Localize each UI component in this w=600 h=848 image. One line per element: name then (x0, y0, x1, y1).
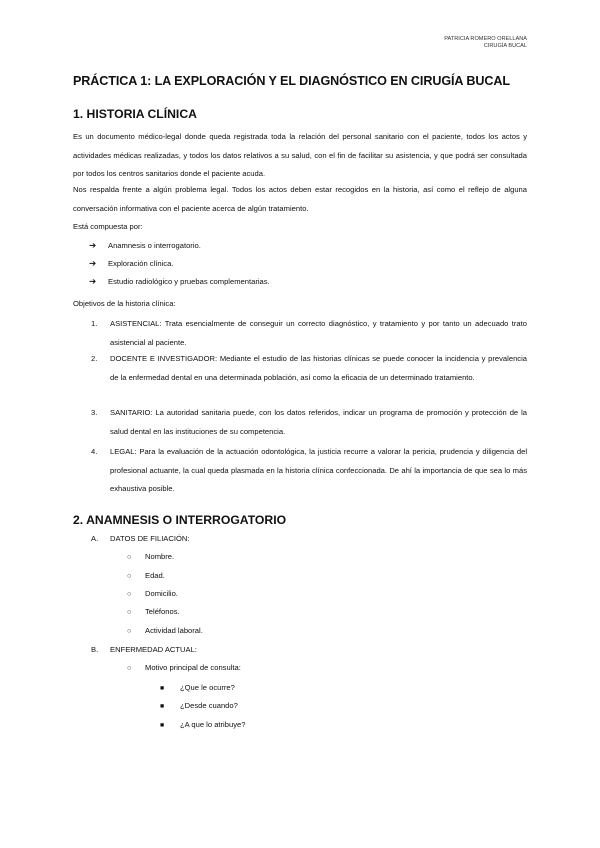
item-text: SANITARIO: La autoridad sanitaria puede, con los datos referidos, indicar un programa de promoción y protección de la salud dental en las instituciones de su competencia. (110, 408, 527, 436)
list-item: ○ Nombre. (127, 552, 175, 561)
item-number: 3. (91, 408, 98, 417)
square-bullet-icon: ■ (160, 722, 165, 729)
circle-bullet-icon: ○ (127, 552, 132, 561)
list-item: ➔ Exploración clínica. (89, 258, 174, 268)
document-title: PRÁCTICA 1: LA EXPLORACIÓN Y EL DIAGNÓSTICO EN CIRUGÍA BUCAL (73, 74, 510, 88)
item-number: 1. (91, 319, 98, 328)
list-item: ○ Edad. (127, 571, 165, 580)
list-item: ○ Actividad laboral. (127, 626, 203, 635)
section-heading-historia-clinica: 1. HISTORIA CLÍNICA (73, 107, 197, 121)
square-bullet-icon: ■ (160, 685, 165, 692)
objective-item (91, 443, 527, 499)
objective-item (91, 350, 527, 387)
arrow-right-icon: ➔ (89, 258, 97, 268)
subsection-enfermedad-actual: B. ENFERMEDAD ACTUAL: (91, 645, 197, 654)
paragraph-legal: Nos respalda frente a algún problema legal. Todos los actos deben estar recogidos en la historia, así como el reflejo de alguna conversación informativa con el paciente acerca de algún tratamiento. (73, 185, 527, 213)
item-number: 4. (91, 447, 98, 456)
paragraph-definition: Es un documento médico-legal donde queda registrada toda la relación del personal sanitario con el paciente, todos los actos y actividades médicas realizadas, y todos los datos relativos a su salud, con el fin de facilitar su asistencia, y que podrá ser consultada por todos los centros sanitarios donde el paciente acuda. (73, 132, 527, 179)
header-subject: CIRUGÍA BUCAL (483, 43, 527, 50)
item-text: ASISTENCIAL: Trata esencialmente de conseguir un correcto diagnóstico, y tratamiento y por tanto un adecuado trato asistencial al paciente. (110, 319, 527, 347)
objectives-label: Objetivos de la historia clínica: (73, 299, 176, 308)
list-item: ○ Domicilio. (127, 589, 178, 598)
item-text: DOCENTE E INVESTIGADOR: Mediante el estudio de las historias clínicas se puede conocer la incidencia y prevalencia de la enfermedad dental en una determinada población, así como la eficacia de un determinado tratamiento. (110, 354, 527, 382)
objective-item (91, 404, 527, 441)
header-author: PATRICIA ROMERO ORELLANA (444, 36, 527, 42)
composed-label: Está compuesta por: (73, 222, 143, 231)
item-letter: A. (91, 534, 99, 543)
page-header (444, 36, 527, 51)
item-number: 2. (91, 354, 98, 363)
list-item: ➔ Estudio radiológico y pruebas complementarias. (89, 276, 270, 286)
square-bullet-icon: ■ (160, 703, 165, 710)
list-item: ➔ Anamnesis o interrogatorio. (89, 240, 201, 250)
circle-bullet-icon: ○ (127, 571, 132, 580)
item-text: LEGAL: Para la evaluación de la actuación odontológica, la justicia recurre a valorar la pericia, prudencia y diligencia del profesional actuante, la cual queda plasmada en la historia clínica confeccionada. De ahí la importancia de que sea lo más exhaustiva posible. (110, 447, 527, 494)
objective-item (91, 315, 527, 352)
arrow-right-icon: ➔ (89, 276, 97, 286)
list-item: ○ Motivo principal de consulta: (127, 663, 241, 672)
item-letter: B. (91, 645, 99, 654)
section-heading-anamnesis: 2. ANAMNESIS O INTERROGATORIO (73, 513, 287, 527)
list-item: ■ ¿A que lo atribuye? (160, 720, 246, 729)
list-item: ■ ¿Desde cuando? (160, 701, 238, 710)
circle-bullet-icon: ○ (127, 607, 132, 616)
circle-bullet-icon: ○ (127, 626, 132, 635)
circle-bullet-icon: ○ (127, 663, 132, 672)
arrow-right-icon: ➔ (89, 240, 97, 250)
subsection-datos-filiacion: A. DATOS DE FILIACIÓN: (91, 534, 190, 543)
list-item: ■ ¿Que le ocurre? (160, 683, 235, 692)
list-item: ○ Teléfonos. (127, 607, 180, 616)
circle-bullet-icon: ○ (127, 589, 132, 598)
